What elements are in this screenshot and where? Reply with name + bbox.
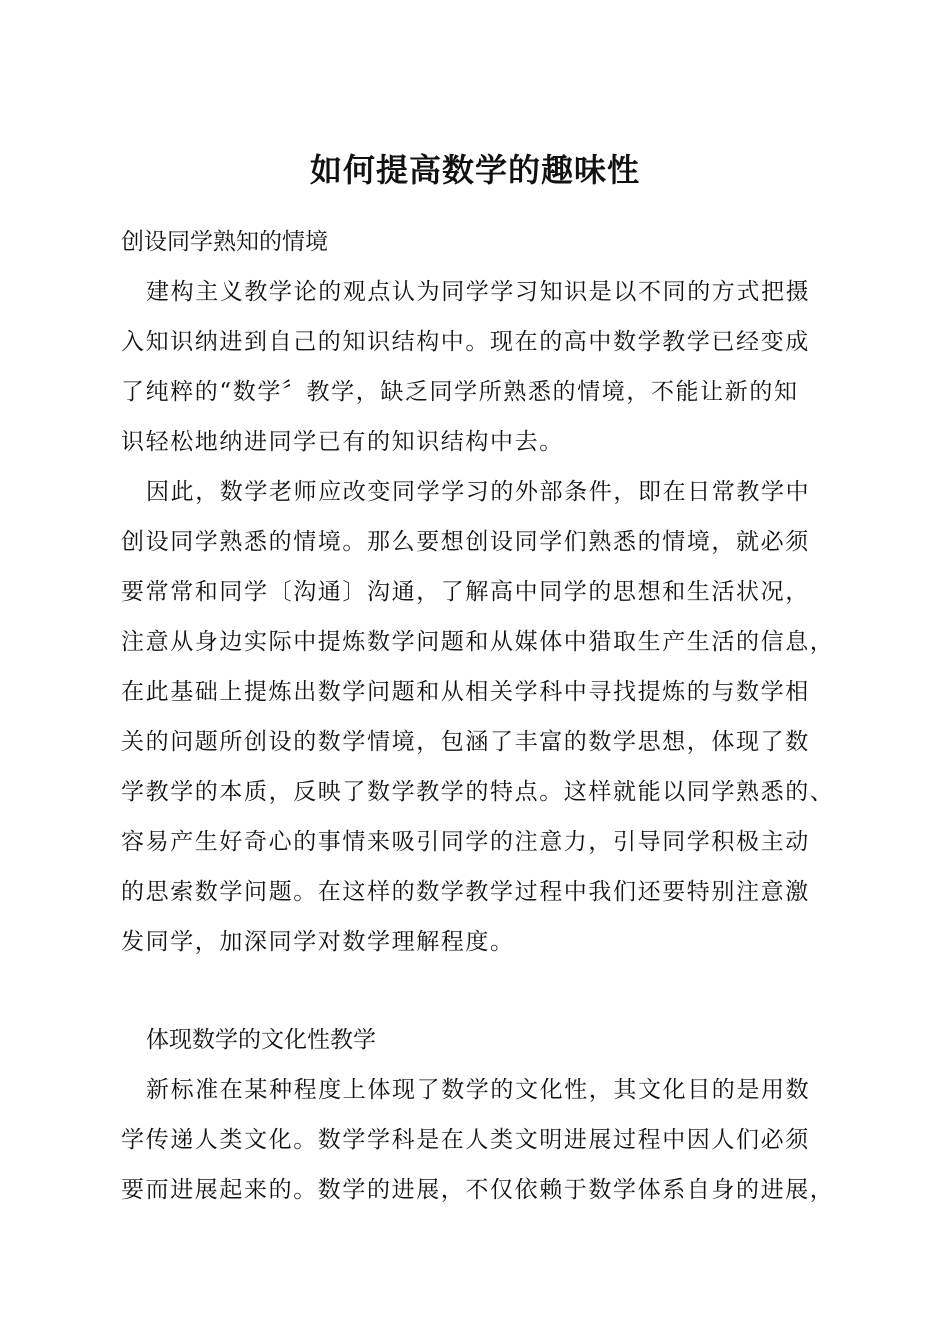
paragraph-line: 要常常和同学〔沟通〕沟通，了解高中同学的思想和生活状况， [121,579,810,605]
paragraph-line: 在此基础上提炼出数学问题和从相关学科中寻找提炼的与数学相 [121,679,810,705]
paragraph-line: 注意从身边实际中提炼数学问题和从媒体中猎取生产生活的信息， [121,629,835,655]
section-heading-2: 体现数学的文化性教学 [146,1027,376,1053]
paragraph-line: 新标准在某种程度上体现了数学的文化性，其文化目的是用数 [146,1077,811,1103]
paragraph-line: 学教学的本质，反映了数学教学的特点。这样就能以同学熟悉的、 [121,779,835,805]
section-heading-1: 创设同学熟知的情境 [121,229,328,255]
paragraph-line: 的思索数学问题。在这样的数学教学过程中我们还要特别注意激 [121,879,810,905]
paragraph-line: 要而进展起来的。数学的进展，不仅依赖于数学体系自身的进展， [121,1177,835,1203]
paragraph-line: 容易产生好奇心的事情来吸引同学的注意力，引导同学积极主动 [121,829,810,855]
paragraph-line: 发同学，加深同学对数学理解程度。 [121,929,515,955]
paragraph-line: 建构主义教学论的观点认为同学学习知识是以不同的方式把摄 [146,279,811,305]
paragraph-line: 学传递人类文化。数学学科是在人类文明进展过程中因人们必须 [121,1127,810,1153]
paragraph-line: 创设同学熟悉的情境。那么要想创设同学们熟悉的情境，就必须 [121,529,810,555]
paragraph-line: 因此，数学老师应改变同学学习的外部条件，即在日常教学中 [146,479,811,505]
document-title: 如何提高数学的趣味性 [309,151,640,189]
paragraph-line: 识轻松地纳进同学已有的知识结构中去。 [121,429,564,455]
paragraph-line: 入知识纳进到自己的知识结构中。现在的高中数学教学已经变成 [121,329,810,355]
paragraph-line: 了纯粹的“数学〞教学，缺乏同学所熟悉的情境，不能让新的知 [121,379,799,405]
paragraph-line: 关的问题所创设的数学情境，包涵了丰富的数学思想，体现了数 [121,729,810,755]
